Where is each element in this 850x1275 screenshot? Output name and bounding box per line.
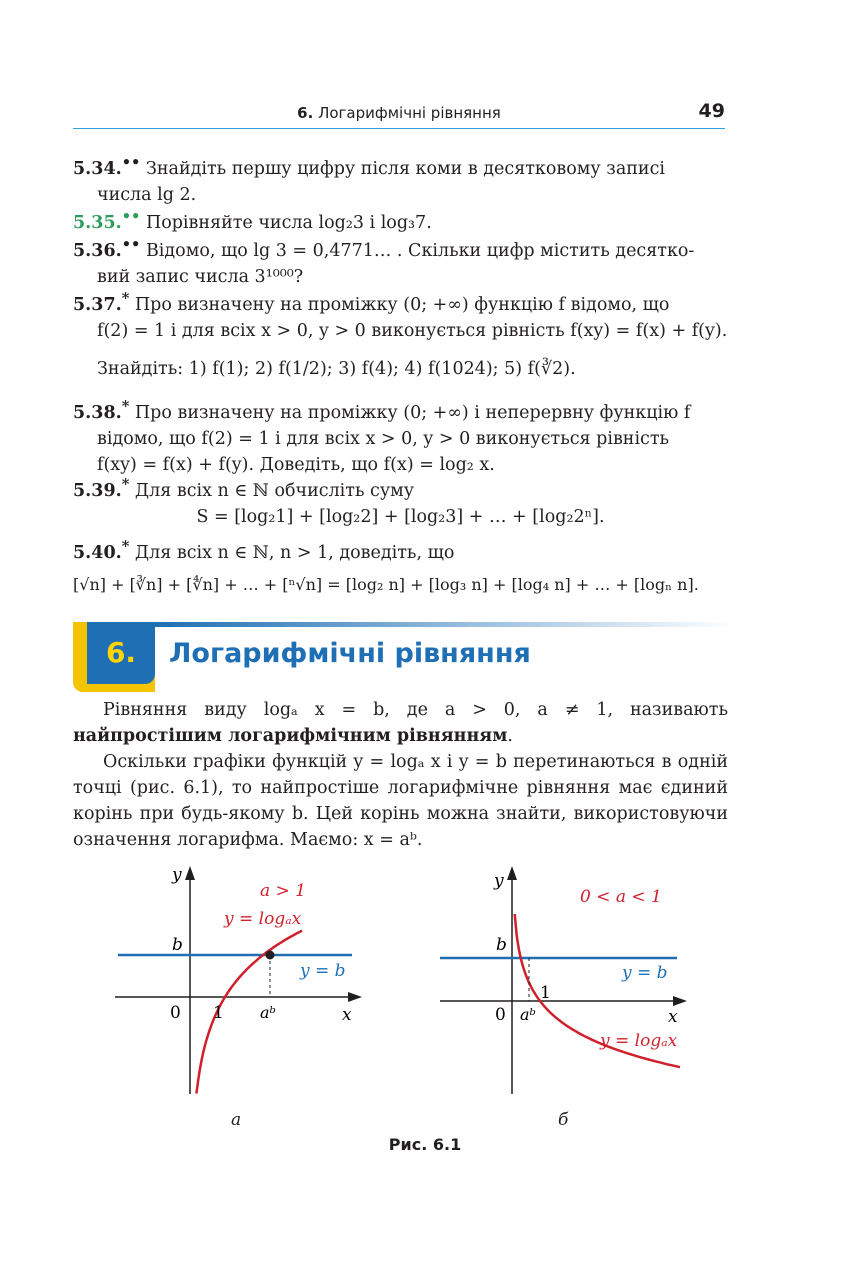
section-title: Логарифмічні рівняння [169,638,531,669]
y-axis-label: y [172,865,182,885]
graph-b [432,862,702,1102]
subfigure-label-a: а [231,1110,242,1130]
paragraph-definition: Рівняння виду logₐ x = b, де a > 0, a ≠ 1, називають найпростішим логарифмічним рівнянням. [73,700,728,746]
graph-a [110,862,370,1102]
exercise-5-34: 5.34.•• Знайдіть першу цифру після коми в десятковому записі числа lg 2. [73,154,665,205]
section-number: 6. [105,636,137,669]
exercise-5-36: 5.36.•• Відомо, що lg 3 = 0,4771… . Скільки цифр містить десятко- вий запис числа 3¹⁰⁰⁰? [73,236,695,287]
paragraph-explanation: Оскільки графіки функцій y = logₐ x і y = b перетинаються в одній точці (рис. 6.1), то найпростіше логарифмічне рівняння має єдиний корінь при будь-якому b. Цей корінь можна знайти, використовуючи означення логарифма. Маємо: x = aᵇ. [73,752,728,850]
subfigure-label-b: б [558,1110,569,1130]
x-axis-label: x [668,1007,678,1027]
line-label: y = b [622,963,668,983]
y-axis-arrow [185,866,195,880]
root-label: aᵇ [520,1005,536,1024]
exercise-5-35: 5.35.•• Порівняйте числа log₂3 і log₃7. [73,208,432,233]
condition-label: 0 < a < 1 [580,887,662,907]
exercise-5-38: 5.38.* Про визначену на проміжку (0; +∞) і неперервну функцію f відомо, що f(2) = 1 і для всіх x > 0, y > 0 виконується рівність f(xy) = f(x) + f(y). Доведіть, що f(x) = log₂ x. [73,398,691,475]
page-number: 49 [698,100,725,122]
x-axis-arrow [348,992,362,1002]
running-title: 6. Логарифмічні рівняння [297,104,501,122]
y-axis-arrow [507,866,517,880]
exercise-5-39: 5.39.* Для всіх n ∈ ℕ обчисліть суму S = [log₂1] + [log₂2] + [log₂3] + … + [log₂2ⁿ]. [73,476,605,527]
origin-label: 0 [495,1005,506,1025]
section-banner [73,622,713,692]
exercise-5-40: 5.40.* Для всіх n ∈ ℕ, n > 1, доведіть, що [√n] + [∛n] + [∜n] + … + [ⁿ√n] = [log₂ n] + [log₃ n] + [log₄ n] + … + [logₙ n]. [73,538,699,594]
b-label: b [496,935,507,955]
figure-caption: Рис. 6.1 [388,1135,462,1154]
condition-label: a > 1 [260,881,307,901]
intersection-point [266,951,275,960]
page-header [73,98,725,129]
one-label: 1 [540,983,551,1003]
y-axis-label: y [494,871,504,891]
root-label: aᵇ [260,1003,276,1022]
curve-label: y = logₐx [600,1031,678,1051]
exercise-5-37: 5.37.* Про визначену на проміжку (0; +∞) функцію f відомо, що f(2) = 1 і для всіх x > 0, y > 0 виконується рівність f(xy) = f(x) + f(y). Знайдіть: 1) f(1); 2) f(1/2); 3) f(4); 4) f(1024); 5) f(∛2). [73,290,728,379]
x-axis-arrow [673,996,687,1006]
origin-label: 0 [170,1003,181,1023]
b-label: b [172,935,183,955]
banner-rule [155,622,735,627]
one-label: 1 [213,1003,224,1023]
x-axis-label: x [342,1005,352,1025]
line-label: y = b [300,961,346,981]
curve-label: y = logₐx [224,909,302,929]
